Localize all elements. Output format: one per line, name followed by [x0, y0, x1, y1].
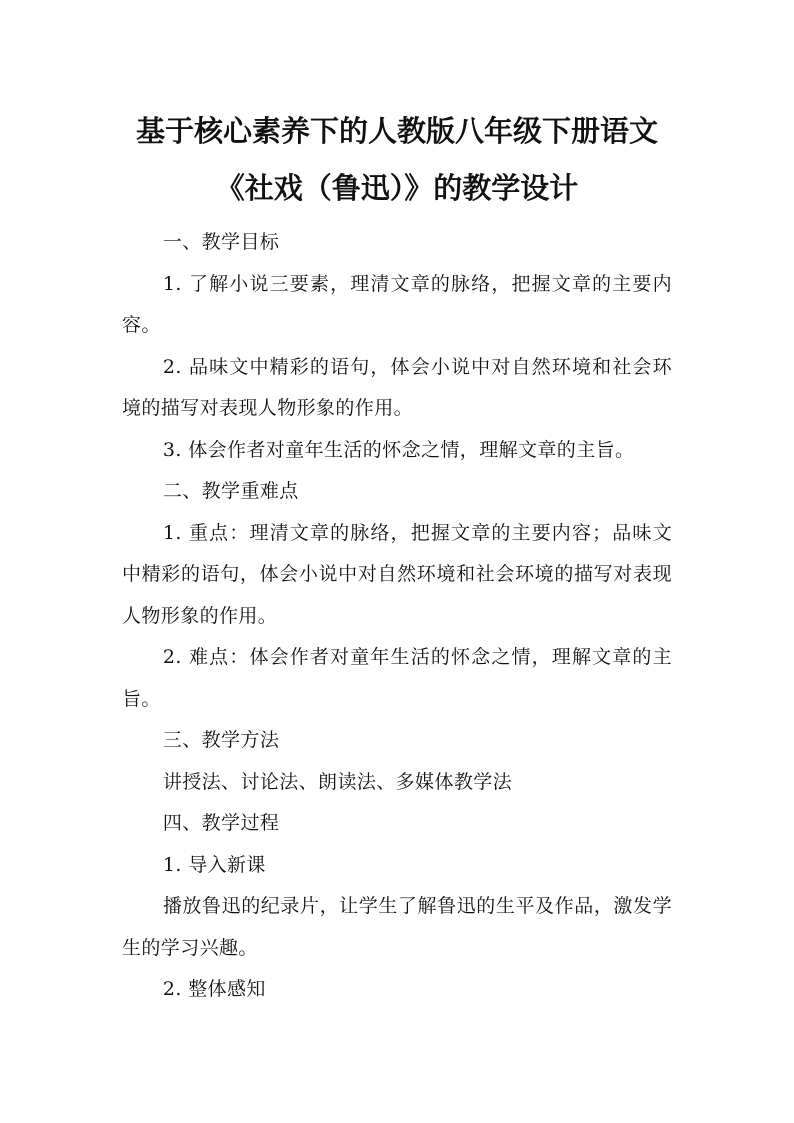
methods-text: 讲授法、讨论法、朗读法、多媒体教学法 [162, 770, 513, 793]
process-step-1-heading: 1. 导入新课 [162, 853, 266, 876]
document-title-line-1: 基于核心素养下的人教版八年级下册语文 [135, 114, 658, 148]
objective-item-3: 3. 体会作者对童年生活的怀念之情，理解文章的主旨。 [162, 438, 635, 461]
section-heading-methods: 三、教学方法 [162, 729, 280, 751]
section-heading-objectives: 一、教学目标 [162, 231, 280, 253]
objective-item-2: 2. 品味文中精彩的语句，体会小说中对自然环境和社会环境的描写对表现人物形象的作用。 [122, 355, 672, 419]
objective-item-1: 1. 了解小说三要素，理清文章的脉络，把握文章的主要内容。 [122, 272, 672, 336]
section-heading-process: 四、教学过程 [162, 812, 280, 834]
process-step-2-heading: 2. 整体感知 [162, 978, 266, 1000]
process-step-1-text: 播放鲁迅的纪录片，让学生了解鲁迅的生平及作品，激发学生的学习兴趣。 [122, 895, 672, 959]
key-point-item-2: 2. 难点：体会作者对童年生活的怀念之情，理解文章的主旨。 [122, 646, 672, 710]
document-title-line-2: 《社戏（鲁迅）》的教学设计 [215, 171, 579, 205]
key-point-item-1: 1. 重点：理清文章的脉络，把握文章的主要内容；品味文中精彩的语句，体会小说中对自然环境和社会环境的描写对表现人物形象的作用。 [122, 521, 672, 627]
section-heading-key-points: 二、教学重难点 [162, 480, 299, 502]
